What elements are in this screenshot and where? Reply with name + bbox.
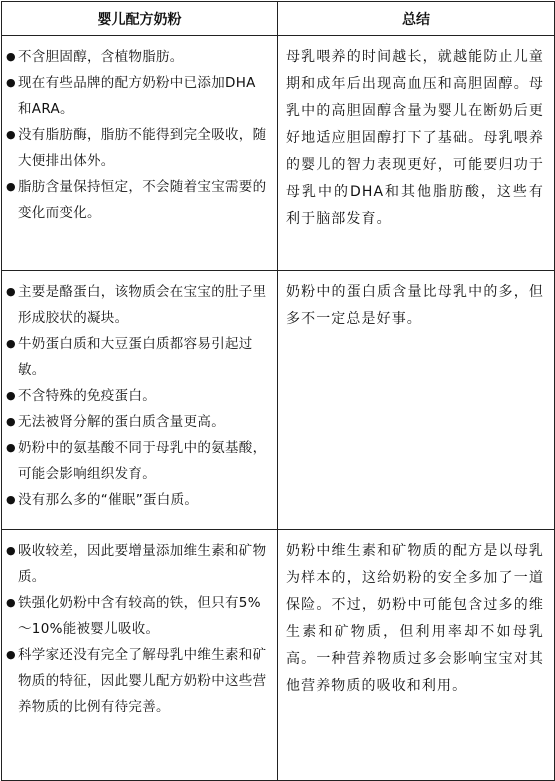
summary-text: 母乳喂养的时间越长，就越能防止儿童期和成年后出现高血压和高胆固醇。母乳中的高胆固醇含量为婴儿在断奶后更好地适应胆固醇打下了基础。母乳喂养的婴儿的智力表现更好，可能要归功于母乳中的DHA和其他脂肪酸，这些有利于脑部发育。 xyxy=(286,49,544,227)
list-item: ● 主要是酪蛋白，该物质会在宝宝的肚子里形成胶状的凝块。 xyxy=(6,279,269,331)
bullet-icon: ● xyxy=(6,285,16,298)
bullet-icon: ● xyxy=(6,50,16,63)
list-item: ● 科学家还没有完全了解母乳中维生素和矿物质的特征，因此婴儿配方奶粉中这些营养物质的比例有待完善。 xyxy=(6,642,269,720)
bullet-icon: ● xyxy=(6,544,16,557)
header-formula: 婴儿配方奶粉 xyxy=(2,2,278,36)
bullet-icon: ● xyxy=(6,493,16,506)
table-row xyxy=(2,530,555,781)
summary-text: 奶粉中的蛋白质含量比母乳中的多，但多不一定总是好事。 xyxy=(286,284,544,327)
vitamin-summary-cell xyxy=(278,530,555,781)
protein-points-cell xyxy=(2,271,278,530)
comparison-table xyxy=(1,1,555,781)
bullet-icon: ● xyxy=(6,180,16,193)
bullet-icon: ● xyxy=(6,596,16,609)
fat-points-cell xyxy=(2,36,278,271)
summary-text: 奶粉中维生素和矿物质的配方是以母乳为样本的，这给奶粉的安全多加了一道保险。不过，奶粉中可能包含过多的维生素和矿物质，但利用率却不如母乳高。一种营养物质过多会影响宝宝对其他营养物质的吸收和利用。 xyxy=(286,543,544,694)
protein-summary-cell xyxy=(278,271,555,530)
vitamin-points-cell xyxy=(2,530,278,781)
list-item: ● 铁强化奶粉中含有较高的铁，但只有5%～10%能被婴儿吸收。 xyxy=(6,590,269,642)
header-row xyxy=(2,2,555,36)
header-summary: 总结 xyxy=(278,2,555,36)
bullet-icon: ● xyxy=(6,128,16,141)
fat-summary-cell xyxy=(278,36,555,271)
bullet-icon: ● xyxy=(6,415,16,428)
list-item: ● 无法被肾分解的蛋白质含量更高。 xyxy=(6,409,269,435)
bullet-icon: ● xyxy=(6,389,16,402)
table-row xyxy=(2,271,555,530)
table-row xyxy=(2,36,555,271)
bullet-icon: ● xyxy=(6,441,16,454)
list-item: ● 奶粉中的氨基酸不同于母乳中的氨基酸，可能会影响组织发育。 xyxy=(6,435,269,487)
list-item: ● 不含胆固醇，含植物脂肪。 xyxy=(6,44,269,70)
list-item: ● 牛奶蛋白质和大豆蛋白质都容易引起过敏。 xyxy=(6,331,269,383)
list-item: ● 没有那么多的“催眠”蛋白质。 xyxy=(6,487,269,513)
bullet-icon: ● xyxy=(6,337,16,350)
list-item: ● 脂肪含量保持恒定，不会随着宝宝需要的变化而变化。 xyxy=(6,174,269,226)
list-item: ● 吸收较差，因此要增量添加维生素和矿物质。 xyxy=(6,538,269,590)
bullet-icon: ● xyxy=(6,648,16,661)
list-item: ● 不含特殊的免疫蛋白。 xyxy=(6,383,269,409)
list-item: ● 没有脂肪酶，脂肪不能得到完全吸收，随大便排出体外。 xyxy=(6,122,269,174)
list-item: ● 现在有些品牌的配方奶粉中已添加DHA和ARA。 xyxy=(6,70,269,122)
bullet-icon: ● xyxy=(6,76,16,89)
